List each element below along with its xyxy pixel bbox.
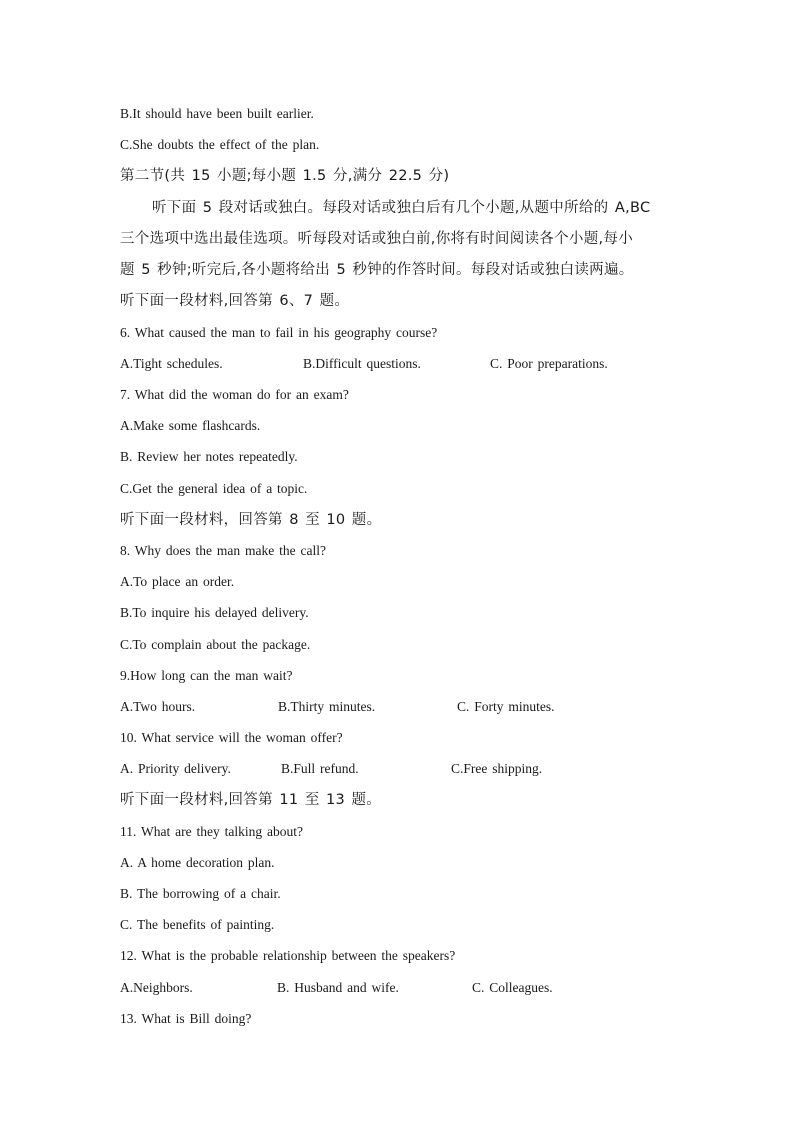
q11-option-a: A. A home decoration plan. <box>120 855 275 870</box>
question-12: 12. What is the probable relationship between the speakers? <box>120 948 456 963</box>
question-7: 7. What did the woman do for an exam? <box>120 387 349 402</box>
q12-option-b: B. Husband and wife. <box>277 980 399 995</box>
q11-option-b: B. The borrowing of a chair. <box>120 886 281 901</box>
q7-option-c: C.Get the general idea of a topic. <box>120 481 308 496</box>
passage-2-heading: 听下面一段材料，回答第 8 至 10 题。 <box>120 512 382 528</box>
passage-1-heading: 听下面一段材料,回答第 6、7 题。 <box>120 293 350 309</box>
question-8: 8. Why does the man make the call? <box>120 543 326 558</box>
q10-option-c: C.Free shipping. <box>451 761 543 776</box>
q6-option-a: A.Tight schedules. <box>120 356 223 371</box>
q6-option-c: C. Poor preparations. <box>490 356 608 371</box>
passage-3-heading: 听下面一段材料,回答第 11 至 13 题。 <box>120 792 382 808</box>
q8-option-b: B.To inquire his delayed delivery. <box>120 605 309 620</box>
q8-option-a: A.To place an order. <box>120 574 235 589</box>
q10-option-a: A. Priority delivery. <box>120 761 231 776</box>
q6-option-b: B.Difficult questions. <box>303 356 421 371</box>
q5-option-c: C.She doubts the effect of the plan. <box>120 137 320 152</box>
instructions-line-3: 题 5 秒钟;听完后,各小题将给出 5 秒钟的作答时间。每段对话或独白读两遍。 <box>120 262 634 278</box>
q10-option-b: B.Full refund. <box>281 761 359 776</box>
q11-option-c: C. The benefits of painting. <box>120 917 275 932</box>
q5-option-b: B.It should have been built earlier. <box>120 106 314 121</box>
q7-option-b: B. Review her notes repeatedly. <box>120 449 298 464</box>
section-2-title: 第二节(共 15 小题;每小题 1.5 分,满分 22.5 分) <box>120 168 450 184</box>
question-6: 6. What caused the man to fail in his geography course? <box>120 325 438 340</box>
q8-option-c: C.To complain about the package. <box>120 637 311 652</box>
question-11: 11. What are they talking about? <box>120 824 303 839</box>
instructions-line-2: 三个选项中选出最佳选项。听每段对话或独白前,你将有时间阅读各个小题,每小 <box>120 231 634 247</box>
q9-option-c: C. Forty minutes. <box>457 699 555 714</box>
question-9: 9.How long can the man wait? <box>120 668 293 683</box>
question-13: 13. What is Bill doing? <box>120 1011 252 1026</box>
q9-option-b: B.Thirty minutes. <box>278 699 376 714</box>
q9-option-a: A.Two hours. <box>120 699 196 714</box>
instructions-line-1: 听下面 5 段对话或独白。每段对话或独白后有几个小题,从题中所给的 A,BC <box>152 200 651 216</box>
q12-option-a: A.Neighbors. <box>120 980 193 995</box>
q7-option-a: A.Make some flashcards. <box>120 418 261 433</box>
q12-option-c: C. Colleagues. <box>472 980 553 995</box>
question-10: 10. What service will the woman offer? <box>120 730 343 745</box>
